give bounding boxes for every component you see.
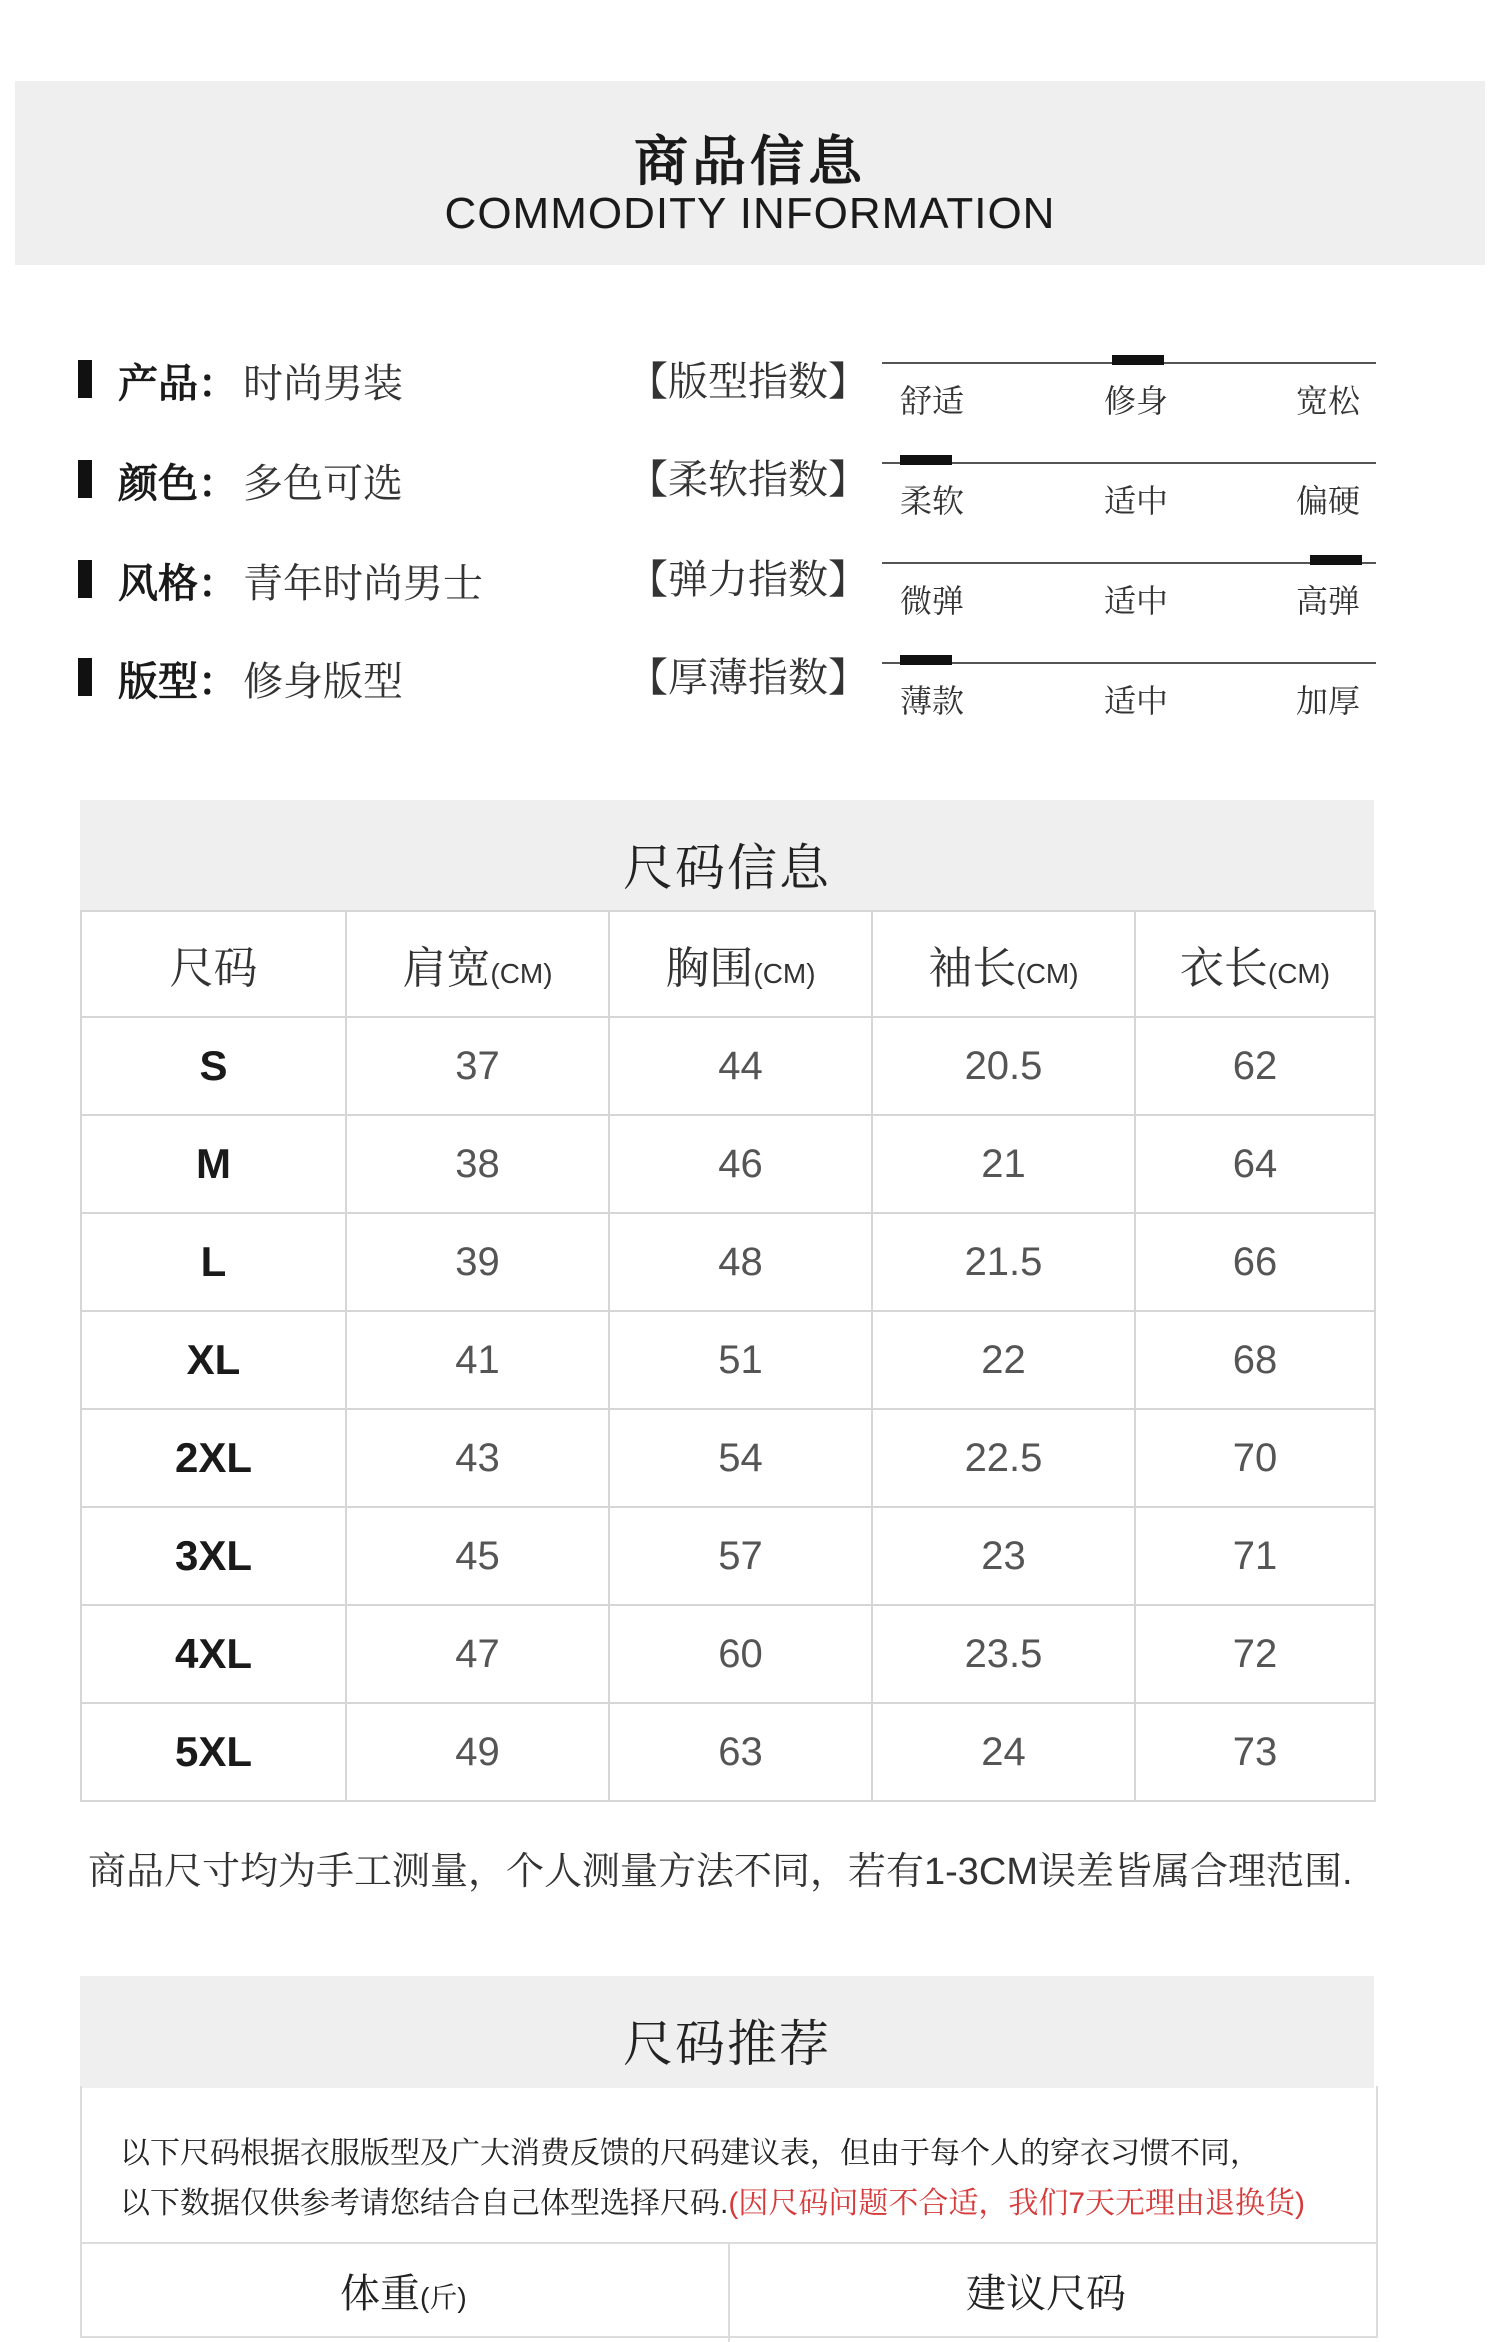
column-header — [81, 911, 346, 1017]
size-column-header: 建议尺码 — [966, 2272, 1126, 2316]
attr-value: 时尚男装 — [243, 362, 403, 406]
table-row — [81, 1409, 1375, 1507]
table-row — [81, 1213, 1375, 1311]
table-cell: 60 — [609, 1605, 872, 1703]
table-cell: 73 — [1135, 1703, 1375, 1801]
column-header-name: 衣长 — [1179, 944, 1268, 993]
scale-level: 薄款 — [900, 683, 965, 719]
size-cell: XL — [81, 1311, 346, 1409]
scale-level: 柔软 — [900, 483, 965, 519]
index-label-elasticity: 【弹力指数】 — [628, 558, 868, 602]
table-cell: 46 — [609, 1115, 872, 1213]
table-cell: 70 — [1135, 1409, 1375, 1507]
scale-marker — [900, 455, 952, 465]
table-cell: 44 — [609, 1017, 872, 1115]
index-label-fit: 【版型指数】 — [628, 360, 868, 404]
table-cell: 41 — [346, 1311, 609, 1409]
scale-level: 适中 — [1104, 583, 1169, 619]
weight-column-header — [340, 2262, 467, 2319]
column-header-unit: (CM) — [490, 958, 553, 989]
table-cell: 24 — [872, 1703, 1135, 1801]
scale-marker — [900, 655, 952, 665]
column-header — [872, 911, 1135, 1017]
table-cell: 72 — [1135, 1605, 1375, 1703]
column-header-unit: (CM) — [753, 958, 816, 989]
table-cell: 51 — [609, 1311, 872, 1409]
attr-color — [78, 448, 638, 508]
column-header-unit: (CM) — [1016, 958, 1079, 989]
column-header-name: 尺码 — [169, 944, 258, 993]
table-cell: 54 — [609, 1409, 872, 1507]
scale-level: 高弹 — [1296, 583, 1361, 619]
table-cell: 62 — [1135, 1017, 1375, 1115]
table-cell: 47 — [346, 1605, 609, 1703]
scale-line — [882, 662, 1376, 664]
divider — [728, 2242, 730, 2342]
scale-level: 适中 — [1104, 683, 1169, 719]
size-info-header — [80, 800, 1374, 912]
table-cell: 64 — [1135, 1115, 1375, 1213]
table-cell: 23.5 — [872, 1605, 1135, 1703]
table-cell: 71 — [1135, 1507, 1375, 1605]
scale-level: 适中 — [1104, 483, 1169, 519]
table-cell: 21 — [872, 1115, 1135, 1213]
scale-level: 修身 — [1104, 383, 1169, 419]
table-row — [81, 1017, 1375, 1115]
column-header-name: 肩宽 — [402, 944, 491, 993]
index-scale-fit — [882, 362, 1376, 442]
attr-value: 青年时尚男士 — [243, 562, 483, 606]
table-cell: 57 — [609, 1507, 872, 1605]
table-cell: 37 — [346, 1017, 609, 1115]
scale-line — [882, 562, 1376, 564]
column-header — [1135, 911, 1375, 1017]
attr-label: 颜色： — [118, 462, 238, 506]
size-cell: L — [81, 1213, 346, 1311]
recommend-line-2 — [120, 2178, 1305, 2222]
table-cell: 43 — [346, 1409, 609, 1507]
size-cell: 5XL — [81, 1703, 346, 1801]
recommend-line-1: 以下尺码根据衣服版型及广大消费反馈的尺码建议表，但由于每个人的穿衣习惯不同， — [120, 2137, 1260, 2170]
column-header-name: 胸围 — [665, 944, 754, 993]
size-table — [80, 910, 1376, 1802]
table-cell: 20.5 — [872, 1017, 1135, 1115]
scale-level: 加厚 — [1296, 683, 1361, 719]
table-row — [81, 1507, 1375, 1605]
table-row — [81, 1703, 1375, 1801]
attr-bullet — [78, 560, 92, 598]
size-info-title: 尺码信息 — [623, 840, 831, 896]
table-cell: 45 — [346, 1507, 609, 1605]
header-band — [15, 81, 1485, 265]
table-cell: 39 — [346, 1213, 609, 1311]
scale-marker — [1112, 355, 1164, 365]
attr-style — [78, 548, 638, 608]
index-scale-thickness — [882, 662, 1376, 742]
scale-marker — [1310, 555, 1362, 565]
attr-product — [78, 348, 638, 408]
attr-value: 多色可选 — [243, 462, 403, 506]
size-cell: M — [81, 1115, 346, 1213]
table-cell: 22 — [872, 1311, 1135, 1409]
size-table-header-row — [81, 911, 1375, 1017]
table-cell: 63 — [609, 1703, 872, 1801]
scale-level: 微弹 — [900, 583, 965, 619]
table-cell: 66 — [1135, 1213, 1375, 1311]
column-header — [609, 911, 872, 1017]
attr-value: 修身版型 — [243, 660, 403, 704]
measurement-note: 商品尺寸均为手工测量，个人测量方法不同，若有1-3CM误差皆属合理范围. — [88, 1851, 1353, 1893]
table-cell: 68 — [1135, 1311, 1375, 1409]
table-row — [81, 1115, 1375, 1213]
size-cell: 2XL — [81, 1409, 346, 1507]
header-subtitle: COMMODITY INFORMATION — [444, 189, 1056, 238]
attr-fit — [78, 646, 638, 706]
scale-level: 舒适 — [900, 383, 965, 419]
weight-label: 体重 — [340, 2272, 420, 2316]
scale-level: 偏硬 — [1296, 483, 1361, 519]
table-cell: 22.5 — [872, 1409, 1135, 1507]
return-policy-note: (因尺码问题不合适，我们7天无理由退换货) — [728, 2187, 1306, 2220]
size-cell: 4XL — [81, 1605, 346, 1703]
index-label-softness: 【柔软指数】 — [628, 458, 868, 502]
table-row — [81, 1605, 1375, 1703]
attr-label: 风格： — [118, 562, 238, 606]
size-recommend-title: 尺码推荐 — [623, 2016, 831, 2072]
scale-line — [882, 462, 1376, 464]
column-header — [346, 911, 609, 1017]
column-header-name: 袖长 — [928, 944, 1017, 993]
index-scale-softness — [882, 462, 1376, 542]
attr-label: 产品： — [118, 362, 238, 406]
index-scale-elasticity — [882, 562, 1376, 642]
size-cell: S — [81, 1017, 346, 1115]
scale-level: 宽松 — [1296, 383, 1361, 419]
attr-bullet — [78, 658, 92, 696]
table-cell: 21.5 — [872, 1213, 1135, 1311]
size-recommend-header — [80, 1976, 1374, 2088]
attr-bullet — [78, 360, 92, 398]
table-cell: 49 — [346, 1703, 609, 1801]
table-cell: 48 — [609, 1213, 872, 1311]
table-cell: 23 — [872, 1507, 1135, 1605]
recommend-line-2-text: 以下数据仅供参考请您结合自己体型选择尺码. — [120, 2187, 729, 2220]
index-label-thickness: 【厚薄指数】 — [628, 656, 868, 700]
attr-bullet — [78, 460, 92, 498]
table-cell: 38 — [346, 1115, 609, 1213]
column-header-unit: (CM) — [1267, 958, 1331, 989]
attr-label: 版型： — [118, 660, 238, 704]
weight-unit: (斤) — [420, 2282, 467, 2313]
header-title: 商品信息 — [634, 132, 866, 192]
size-cell: 3XL — [81, 1507, 346, 1605]
table-row — [81, 1311, 1375, 1409]
size-recommend-box — [80, 2086, 1378, 2338]
